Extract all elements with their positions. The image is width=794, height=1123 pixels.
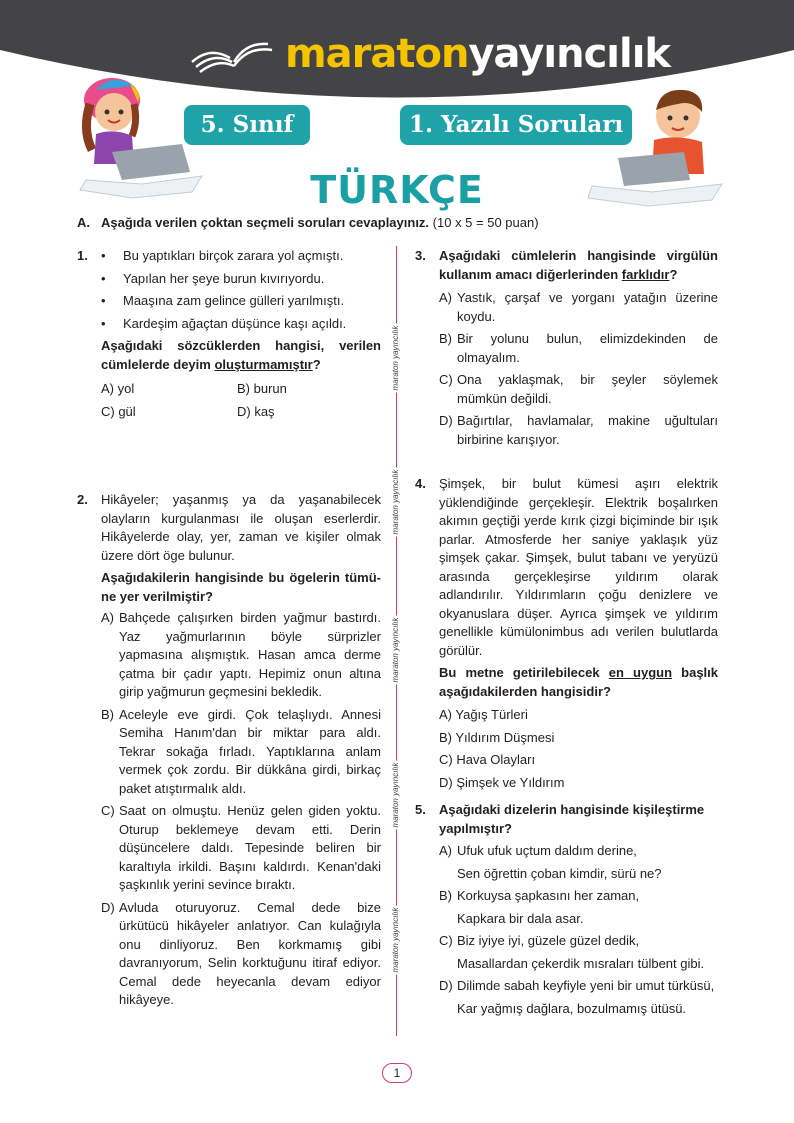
section-header xyxy=(77,214,737,233)
question-stem: Aşağıdaki sözcüklerden hangisi, verilen cümlelerde deyim oluşturmamıştır? xyxy=(101,338,381,372)
option-a[interactable]: A) yol xyxy=(101,381,135,396)
underlined-keyword: en uygun xyxy=(608,665,673,680)
option-b[interactable]: B) Bir yolunu bulun, elimizdekinden de olmayalım. xyxy=(439,331,718,365)
bullet-item: • Bu yaptıkları birçok zarara yol açmıştı. xyxy=(101,247,381,266)
answer-options xyxy=(101,380,381,421)
question-2 xyxy=(77,491,381,1014)
side-watermark: maraton yayıncılık xyxy=(389,900,403,980)
bullet-item: • Kardeşim ağaçtan düşünce kaşı açıldı. xyxy=(101,315,381,334)
option-d[interactable]: D) kaş xyxy=(237,403,275,419)
question-stem: Aşağıdaki cümlelerin hangisinde virgülün kullanım amacı diğerlerinden farklıdır? xyxy=(439,248,718,282)
question-stem: Aşağıdakilerin hangisinde bu ögelerin tümü-ne yer verilmiştir? xyxy=(101,570,381,604)
option-b[interactable]: B) Korkuysa şapkasını her zaman, Kapkara bir dala asar. xyxy=(439,888,640,926)
section-instruction: Aşağıda verilen çoktan seçmeli soruları cevaplayınız. xyxy=(101,215,430,230)
bullet-item: • Maaşına zam gelince gülleri yarılmıştı. xyxy=(101,292,381,311)
option-d[interactable]: D) Şimşek ve Yıldırım xyxy=(439,774,565,790)
side-watermark: maraton yayıncılık xyxy=(389,462,403,542)
question-stem: Bu metne getirilebilecek en uygun başlık aşağıdakilerden hangisidir? xyxy=(439,665,718,699)
side-watermark: maraton yayıncılık xyxy=(389,755,403,835)
option-c[interactable]: C) gül xyxy=(101,403,136,419)
side-watermark: maraton yayıncılık xyxy=(389,610,403,690)
bullet-list xyxy=(101,247,381,333)
option-b[interactable]: B) burun xyxy=(237,381,287,396)
option-b[interactable]: B) Yıldırım Düşmesi xyxy=(439,729,555,745)
question-number: 4. xyxy=(415,476,426,491)
section-letter: A. xyxy=(77,215,90,230)
option-c[interactable]: C) Hava Olayları xyxy=(439,752,536,767)
question-number: 3. xyxy=(415,248,426,263)
option-a[interactable]: A) Bahçede çalışırken birden yağmur bastırdı. Yaz yağmurlarının böyle sürprizler yapmasına alışmıştık. Hasan amca derme çatma bir çadır yaptı. Hepimiz onun altına girip yağmurun geçmesini bekledik. xyxy=(101,610,381,699)
option-d[interactable]: D) Bağırtılar, havlamalar, makine uğultuları birbirine karışıyor. xyxy=(439,413,718,447)
book-logo-icon xyxy=(190,40,274,74)
option-d[interactable]: D) Avluda oturuyoruz. Cemal dede bize ürkütücü hikâyeler anlatıyor. Can kulağıyla onu dinliyoruz. Ben korkmamış gibi davranıyorum, Selin korktuğunu itiraf ediyor. Cemal dede heyecanla devam ediyor hikâyeye. xyxy=(101,899,381,1007)
question-1 xyxy=(77,247,381,421)
brand-part2: yayıncılık xyxy=(468,31,671,77)
question-3 xyxy=(415,247,718,453)
page-number: 1 xyxy=(382,1063,412,1083)
option-a[interactable]: A) Yastık, çarşaf ve yorganı yatağın üzerine koydu. xyxy=(439,290,718,324)
option-b[interactable]: B) Aceleyle eve girdi. Çok telaşlıydı. Annesi Semiha Hanım'dan bir miktar para aldı. Tekrar sokağa fırladı. Yaptıklarına anlam vermek çok zordu. Bir dükkâna girdi, birkaç paket atıştırmalık aldı. xyxy=(101,706,381,796)
option-c[interactable]: C) Saat on olmuştu. Henüz gelen giden yoktu. Oturup beklemeye devam etti. Derin düşüncelere daldı. Tepesinde beliren bir karaltıyla irkildi. Başını kaldırdı. Kenan'daki şaşkınlık yerini sevince bıraktı. xyxy=(101,803,381,892)
brand-logo xyxy=(285,30,670,78)
section-points: (10 x 5 = 50 puan) xyxy=(432,215,539,230)
question-number: 2. xyxy=(77,492,88,507)
question-number: 1. xyxy=(77,248,88,263)
underlined-keyword: oluşturmamıştır xyxy=(214,356,313,372)
bullet-item: • Yapılan her şeye burun kıvırıyordu. xyxy=(101,270,381,289)
option-a[interactable]: A) Yağış Türleri xyxy=(439,707,528,722)
question-number: 5. xyxy=(415,802,426,817)
option-d[interactable]: D) Dilimde sabah keyfiyle yeni bir umut türküsü, Kar yağmış dağlara, bozulmamış ütüsü. xyxy=(439,978,715,1016)
question-stem: Aşağıdaki dizelerin hangisinde kişileştirme yapılmıştır? xyxy=(439,802,705,836)
question-5 xyxy=(415,801,718,1018)
option-c[interactable]: C) Biz iyiye iyi, güzele güzel dedik, Masallardan çekerdik mısraları tülbent gibi. xyxy=(439,933,705,971)
underlined-keyword: farklıdır xyxy=(621,266,670,282)
brand-part1: maraton xyxy=(285,31,469,77)
question-passage: Şimşek, bir bulut kümesi aşırı elektrik yüklendiğinde gerçekleşir. Elektrik boşalırken akımın geçtiği yerde kırık çizgi biçiminde bir ışık parlar. Atmosferde her saniye yaklaşık yüz şimşek çakar. Şimşek, bulut tabanı ve yeryüzü arasında gerçekleşirse yıldırım olarak adlandırılır. Yıldırımların çoğu denizlere ve okyanuslara düşer. Ayrıca şimşek ve yıldırım genellikle kümülonimbus adı verilen bulutlarda görülür. xyxy=(439,476,718,658)
option-a[interactable]: A) Ufuk ufuk uçtum daldım derine, Sen öğrettin çoban kimdir, sürü ne? xyxy=(439,843,662,881)
option-c[interactable]: C) Ona yaklaşmak, bir şeyler söylemek mümkün değildi. xyxy=(439,372,718,406)
question-intro: Hikâyeler; yaşanmış ya da yaşanabilecek olayların kurgulanması ile oluşan eserlerdir. Hikâyelerde olay, yer, zaman ve kişiler olmak üzere dört öge bulunur. xyxy=(101,492,381,563)
question-4 xyxy=(415,475,718,796)
side-watermark: maraton yayıncılık xyxy=(389,318,403,398)
exam-title: 1. Yazılı Soruları xyxy=(400,105,632,145)
grade-label: 5. Sınıf xyxy=(184,105,310,145)
subject-title: TÜRKÇE xyxy=(310,168,484,212)
